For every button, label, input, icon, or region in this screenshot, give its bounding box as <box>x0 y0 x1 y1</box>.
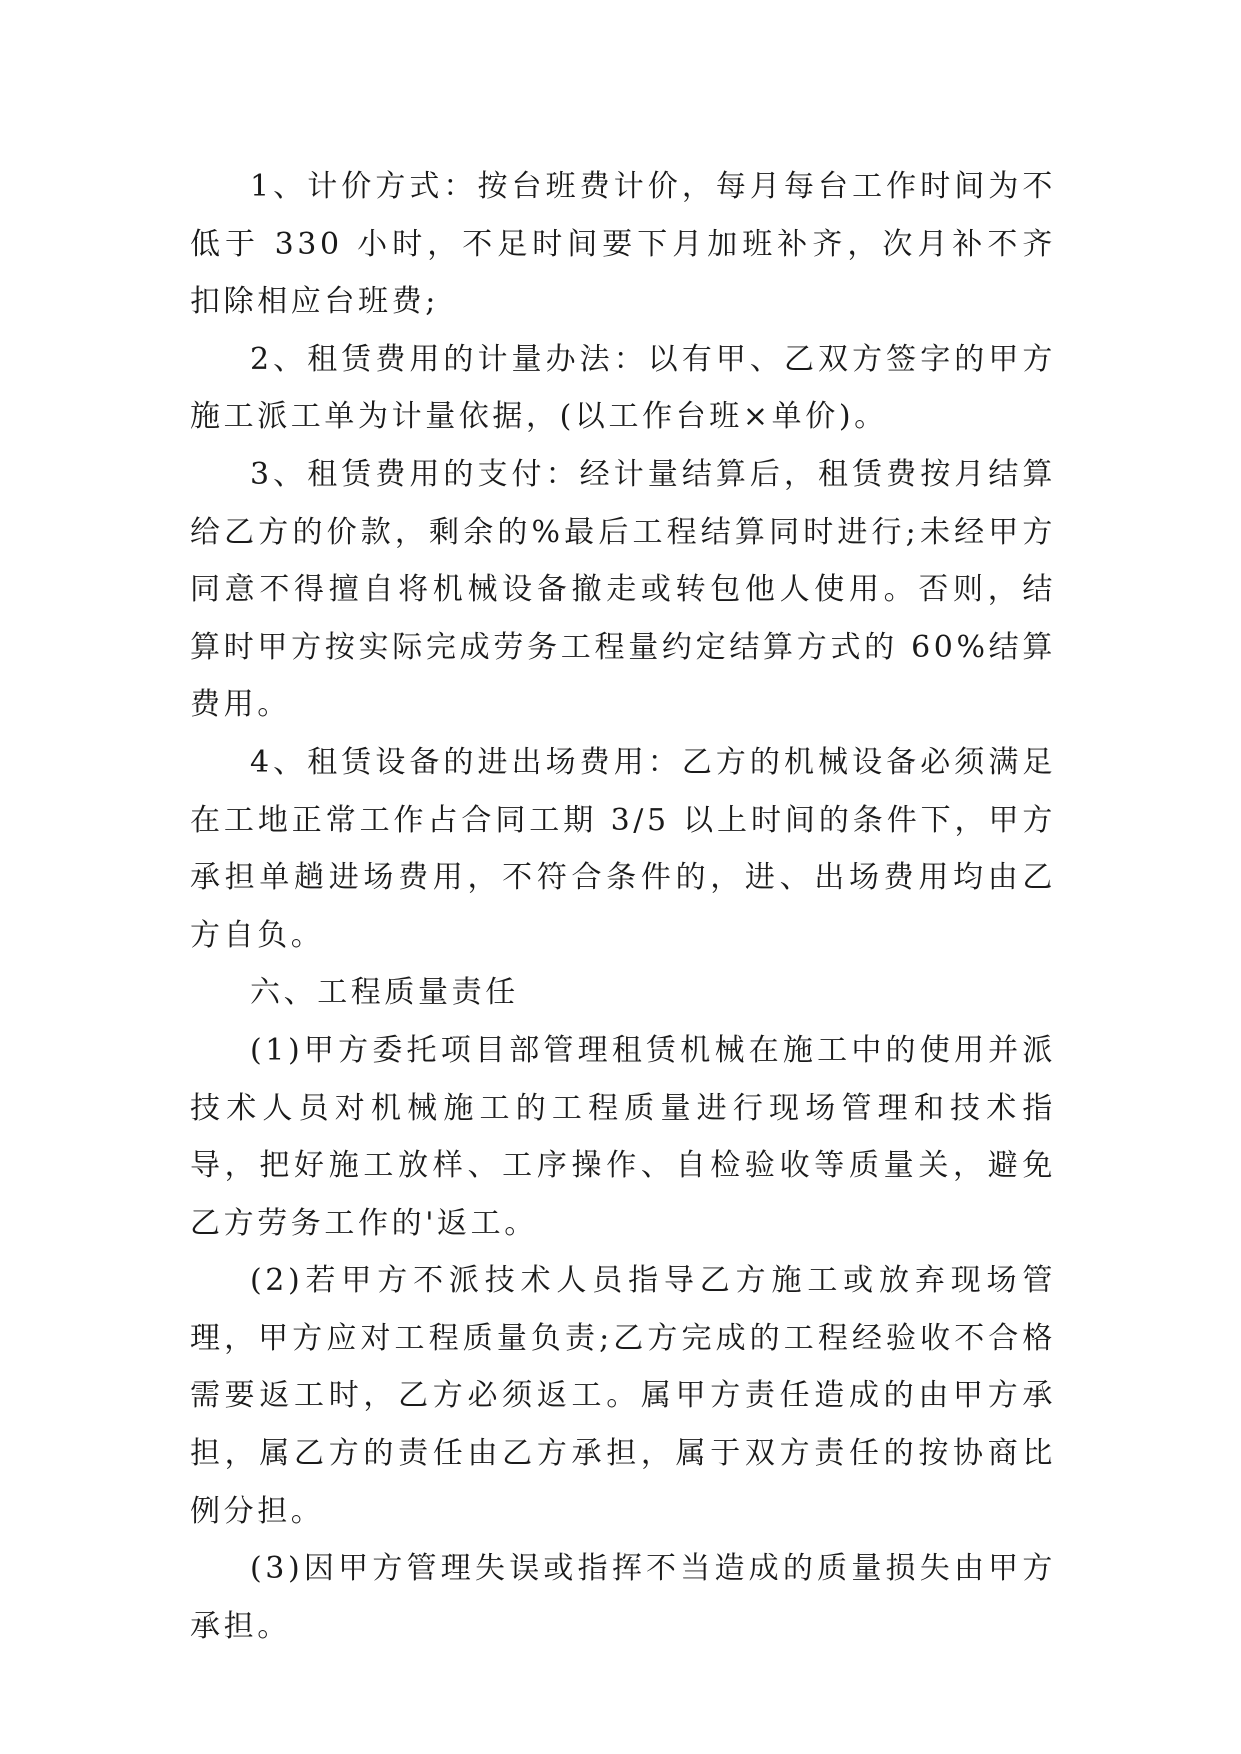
clause-rental-measurement: 2、租赁费用的计量办法：以有甲、乙双方签字的甲方施工派工单为计量依据，(以工作台班×单价)。 <box>190 341 1056 435</box>
section-heading-quality-responsibility: 六、工程质量责任 <box>250 975 519 1011</box>
clause-pricing-method: 1、计价方式：按台班费计价，每月每台工作时间为不低于 330 小时，不足时间要下月加班补齐，次月补不齐扣除相应台班费; <box>190 169 1056 320</box>
clause-entry-exit-cost: 4、租赁设备的进出场费用：乙方的机械设备必须满足在工地正常工作占合同工期 3/5 以上时间的条件下，甲方承担单趟进场费用，不符合条件的，进、出场费用均由乙方自负。 <box>190 744 1056 953</box>
clause-rental-payment: 3、租赁费用的支付：经计量结算后，租赁费按月结算给乙方的价款，剩余的%最后工程结算同时进行;未经甲方同意不得擅自将机械设备撤走或转包他人使用。否则，结算时甲方按实际完成劳务工程量约定结算方式的 60%结算费用。 <box>190 456 1056 723</box>
clause-quality-1: (1)甲方委托项目部管理租赁机械在施工中的使用并派技术人员对机械施工的工程质量进行现场管理和技术指导，把好施工放样、工序操作、自检验收等质量关，避免乙方劳务工作的'返工。 <box>190 1032 1056 1241</box>
document-body <box>190 158 1056 1655</box>
clause-quality-2: (2)若甲方不派技术人员指导乙方施工或放弃现场管理，甲方应对工程质量负责;乙方完成的工程经验收不合格需要返工时，乙方必须返工。属甲方责任造成的由甲方承担，属乙方的责任由乙方承担，属于双方责任的按协商比例分担。 <box>190 1263 1056 1529</box>
clause-quality-3: (3)因甲方管理失误或指挥不当造成的质量损失由甲方承担。 <box>190 1551 1056 1644</box>
